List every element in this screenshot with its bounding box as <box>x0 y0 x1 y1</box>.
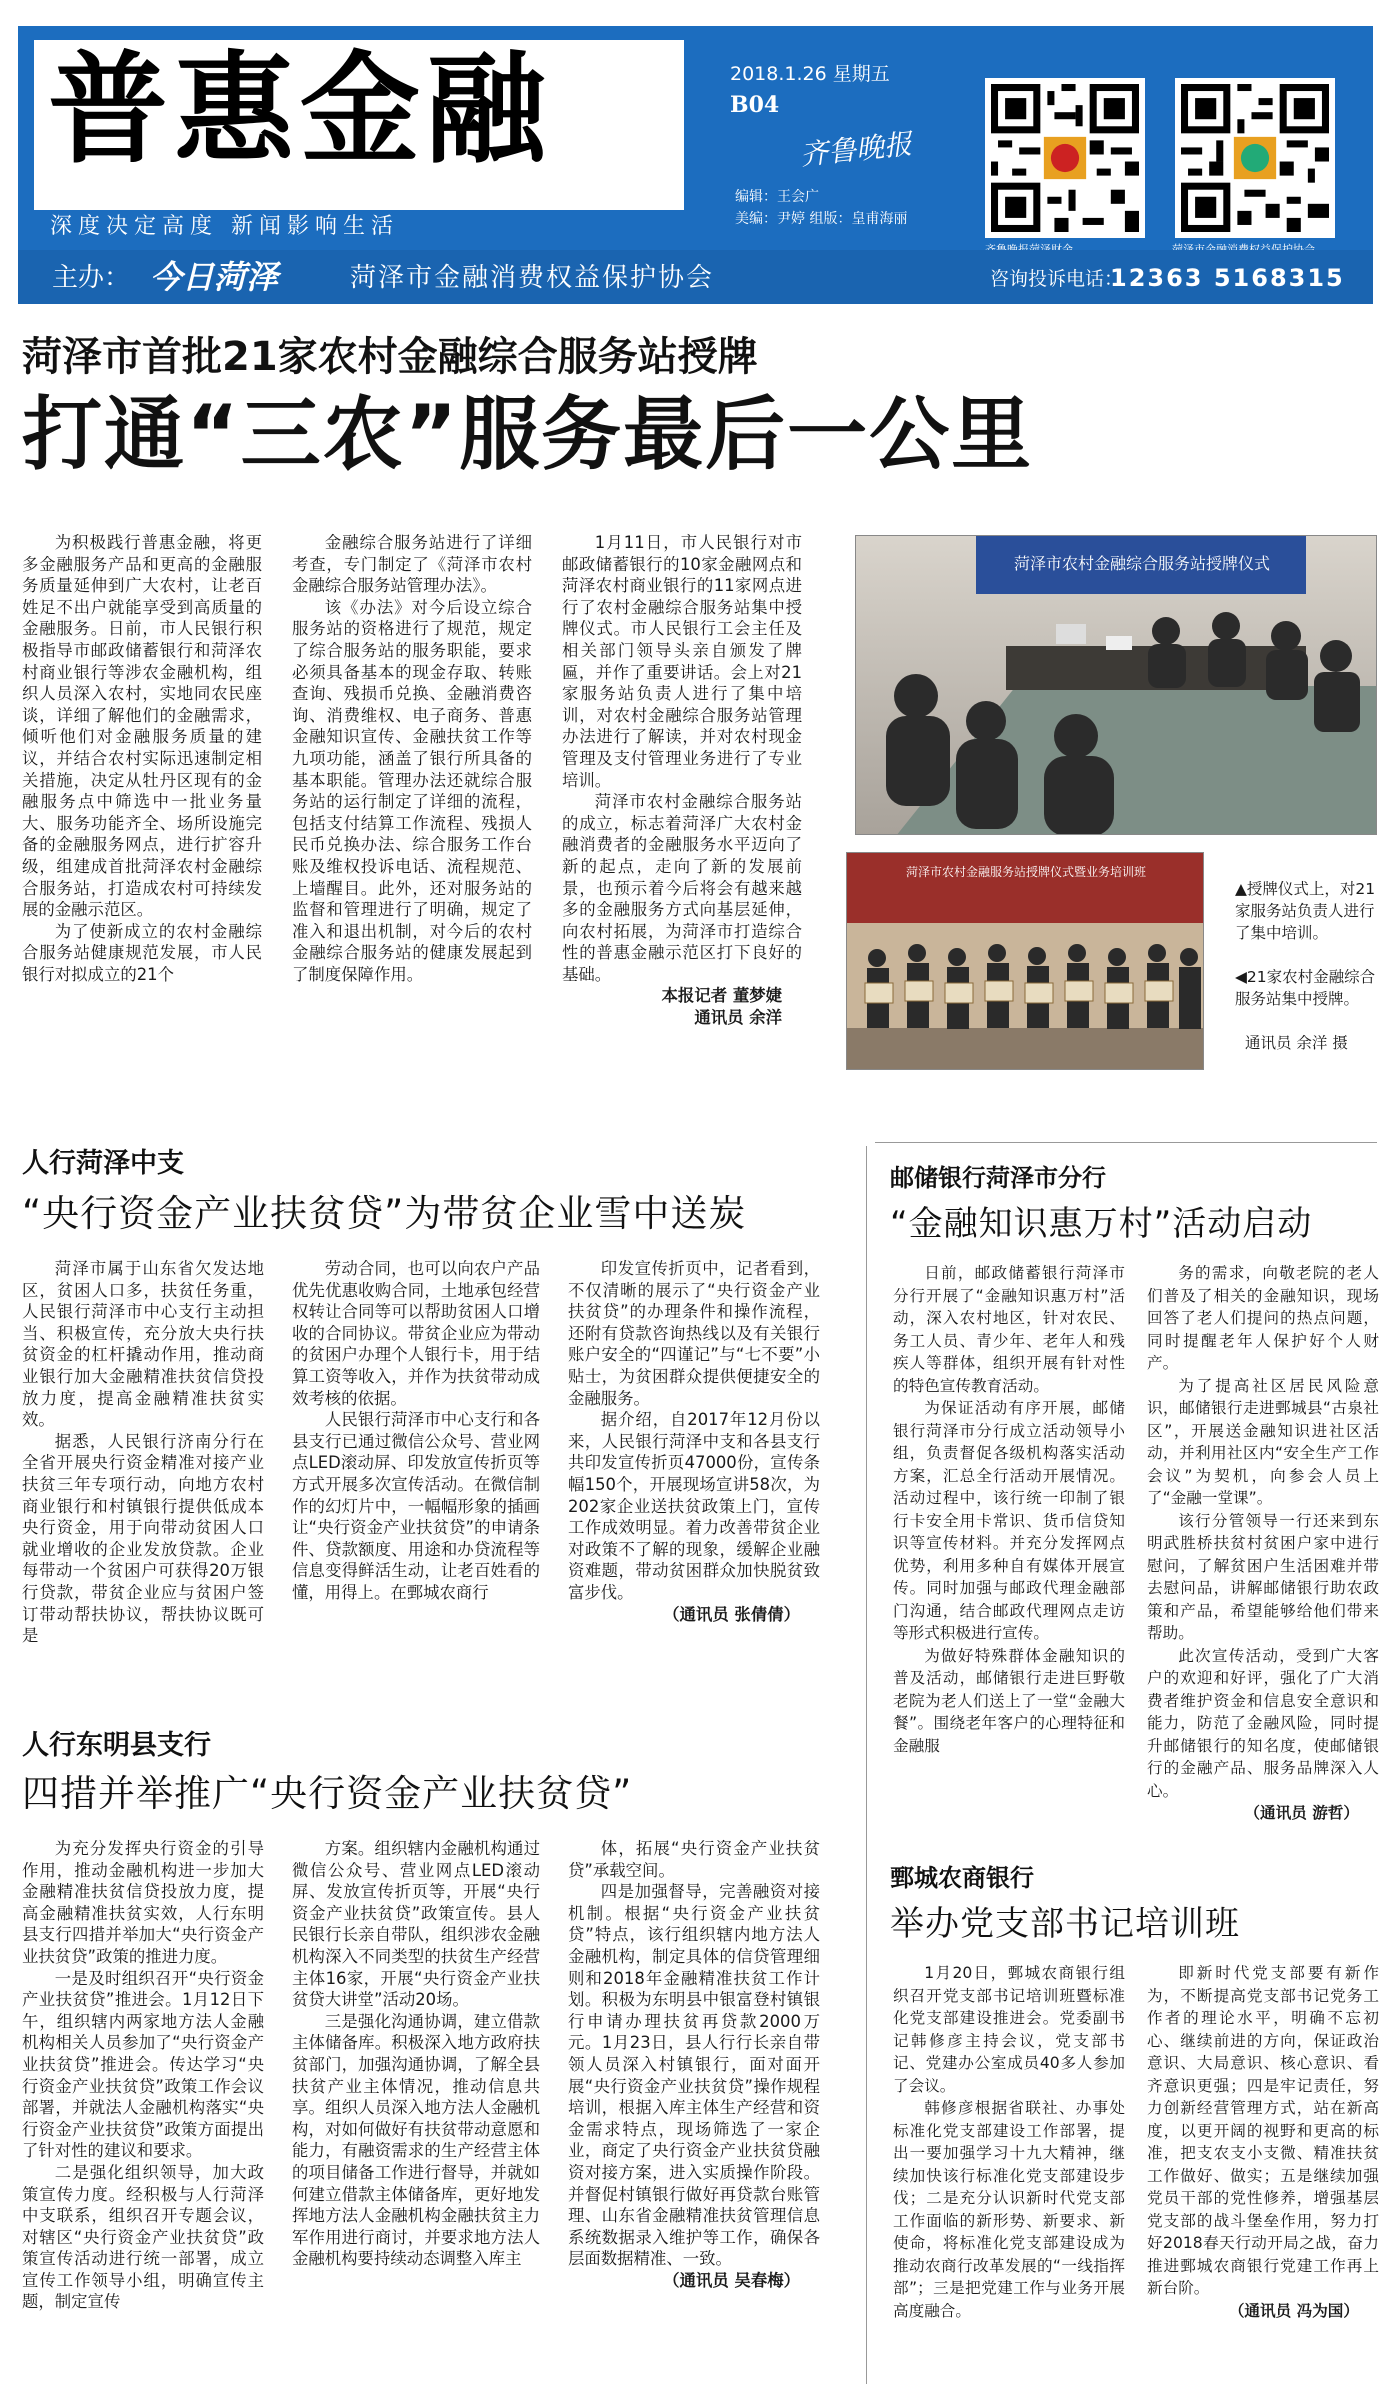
paragraph: 该行分管领导一行还来到东明武胜桥扶贫村贫困户家中进行慰问，了解贫困户生活困难并带去慰问品，讲解邮储银行助农政策和产品，希望能够给他们带来帮助。 <box>1147 1511 1379 1642</box>
article5-column-1 <box>893 1962 1125 2387</box>
paragraph: 人民银行菏泽市中心支行和各县支行已通过微信公众号、营业网点LED滚动屏、印发放宣传折页等方式开展多次宣传活动。在微信制作的幻灯片中，一幅幅形象的插画让“央行资金产业扶贫贷”的申请条件、贷款额度、用途和办贷流程等信息变得鲜活生动，让老百姓看的懂，用得上。在鄄城农商行 <box>292 1410 540 1602</box>
lead-column-2 <box>292 532 532 1077</box>
paragraph: 1月20日，鄄城农商银行组织召开党支部书记培训班暨标准化党支部建设推进会。党委副书记韩修彦主持会议，党支部书记、党建办公室成员40多人参加了会议。 <box>893 1964 1125 2095</box>
byline: 通讯员 余洋 <box>694 1008 782 1028</box>
paragraph: 体，拓展“央行资金产业扶贫贷”承载空间。 <box>568 1839 820 1880</box>
article3-column-2 <box>292 1838 540 2388</box>
paragraph: 一是及时组织召开“央行资金产业扶贫贷”推进会。1月12日下午，组织辖内两家地方法人金融机构相关人员参加了“央行资金产业扶贫贷”推进会。传达学习“央行资金产业扶贫贷”政策工作会议部署，并就法人金融机构落实“央行资金产业扶贫贷”政策方面提出了针对性的建议和要求。 <box>22 1968 264 2161</box>
lead-kicker: 菏泽市首批21家农村金融综合服务站授牌 <box>22 334 758 380</box>
photo-caption-2: ◀21家农村金融综合服务站集中授牌。 <box>1235 968 1376 1008</box>
paragraph: 1月11日，市人民银行对市邮政储蓄银行的10家金融网点和菏泽农村商业银行的11家网点进行了农村金融综合服务站集中授牌仪式。市人民银行工会主任及相关部门领导头亲自颁发了牌匾，并作了重要讲话。会上对21家服务站负责人进行了集中培训，对农村金融综合服务站管理办法进行了解读，并对农村现金管理及支付管理业务进行了专业培训。 <box>562 533 802 790</box>
article5-headline: 举办党支部书记培训班 <box>890 1904 1240 1944</box>
byline: （通讯员 游哲） <box>1244 1804 1359 1822</box>
lead-column-3 <box>562 532 802 1077</box>
article2-column-3 <box>568 1258 820 1690</box>
paper-logo: 齐鲁晚报 <box>798 127 914 172</box>
article4-headline: “金融知识惠万村”活动启动 <box>890 1204 1313 1244</box>
paragraph: 菏泽市属于山东省欠发达地区，贫困人口多，扶贫任务重，人民银行菏泽市中心支行主动担当、积极宣传，充分放大央行扶贫资金的杠杆撬动作用，推动商业银行加大金融精准扶贫信贷投放力度，提高金融精准扶贫实效。 <box>22 1259 264 1430</box>
column-divider <box>866 1146 867 2384</box>
paragraph: 为充分发挥央行资金的引导作用，推动金融机构进一步加大金融精准扶贫信贷投放力度，提高金融精准扶贫实效，人行东明县支行四措并举加大“央行资金产业扶贫贷”政策的推进力度。 <box>22 1839 264 1966</box>
article2-column-2 <box>292 1258 540 1690</box>
article5-kicker: 鄄城农商银行 <box>890 1864 1034 1892</box>
paragraph: 方案。组织辖内金融机构通过微信公众号、营业网点LED滚动屏、发放宣传折页等，开展“央行资金产业扶贫贷”政策宣传。县人民银行长亲自带队，组织涉农金融机构深入不同类型的扶贫生产经营主体16家，开展“央行资金产业扶贫贷大讲堂”活动20场。 <box>292 1839 540 2010</box>
masthead-title: 普惠金融 <box>48 41 552 180</box>
photo-banner: 菏泽市农村金融服务站授牌仪式暨业务培训班 <box>905 865 1146 879</box>
section-divider <box>875 1142 1377 1143</box>
article2-column-1 <box>22 1258 264 1690</box>
host-label: 主办： <box>52 263 131 293</box>
byline: （通讯员 张倩倩） <box>663 1604 800 1624</box>
paragraph: 据介绍，自2017年12月份以来，人民银行菏泽中支和各县支行共印发宣传折页47000份，宣传条幅150个，开展现场宣讲58次，为202家企业送扶贫政策上门，宣传工作成效明显。着力改善带贫企业对政策不了解的现象，缓解企业融资难题，带动贫困群众加快脱贫致富步伐。 <box>568 1410 820 1602</box>
article4-kicker: 邮储银行菏泽市分行 <box>890 1164 1106 1192</box>
paragraph: 劳动合同，也可以向农户产品优先优惠收购合同，土地承包经营权转让合同等可以帮助贫困人口增收的合同协议。带贫企业应为带动的贫困户办理个人银行卡，用于结算工资等收入，并作为扶贫带动成效考核的依据。 <box>292 1259 540 1408</box>
designer-line: 美编：尹婷 组版：皇甫海丽 <box>735 211 908 227</box>
photo-banner: 菏泽市农村金融综合服务站授牌仪式 <box>1013 554 1270 573</box>
paragraph: 印发宣传折页中，记者看到，不仅清晰的展示了“央行资金产业扶贫贷”的办理条件和操作流程，还附有贷款咨询热线以及有关银行账户安全的“四谨记”与“七不要”小贴士，为贫困群众提供便捷安全的金融服务。 <box>568 1259 820 1408</box>
hotline-number: 12363 5168315 <box>1110 264 1345 292</box>
article5-column-2 <box>1147 1962 1379 2387</box>
paragraph: 韩修彦根据省联社、办事处标准化党支部建设工作部署，提出一要加强学习十九大精神，继续加快该行标准化党支部建设步伐；二是充分认识新时代党支部工作面临的新形势、新要求、新使命，将标准化党支部建设成为推动农商行改革发展的“一线指挥部”；三是把党建工作与业务开展高度融合。 <box>893 2099 1125 2320</box>
qr-code-icon <box>985 78 1145 238</box>
editor-credits <box>735 186 907 230</box>
byline: 本报记者 董梦婕 <box>661 986 782 1006</box>
paragraph: 为做好特殊群体金融知识的普及活动，邮储银行走进巨野敬老院为老人们送上了一堂“金融大餐”。围绕老年客户的心理特征和金融服 <box>893 1646 1125 1755</box>
byline: （通讯员 冯为国） <box>1228 2301 1359 2320</box>
lead-headline: 打通“三农”服务最后一公里 <box>22 388 1034 481</box>
paragraph: 金融综合服务站进行了详细考查，专门制定了《菏泽市农村金融综合服务站管理办法》。 <box>292 533 532 596</box>
article2-kicker: 人行菏泽中支 <box>22 1148 184 1179</box>
article3-column-3 <box>568 1838 820 2388</box>
article4-column-2 <box>1147 1262 1379 1822</box>
paragraph: 据悉，人民银行济南分行在全省开展央行资金精准对接产业扶贫三年专项行动，向地方农村商业银行和村镇银行提供低成本央行资金，用于向带动贫困人口就业增收的企业发放贷款。企业每带动一个贫困户可获得20万银行贷款，带贫企业应与贫困户签订带动帮扶协议，帮扶协议既可是 <box>22 1431 264 1646</box>
masthead-slogan: 深度决定高度 新闻影响生活 <box>50 214 399 239</box>
photo-award-ceremony <box>846 852 1204 1070</box>
photo-training-session <box>855 535 1377 835</box>
article3-column-1 <box>22 1838 264 2388</box>
page-number: B04 <box>730 92 780 118</box>
organizer-name: 菏泽市金融消费权益保护协会 <box>350 263 715 293</box>
paragraph: 菏泽市农村金融综合服务站的成立，标志着菏泽广大农村金融消费者的金融服务水平迈向了新的起点，走向了新的发展前景，也预示着今后将会有越来越多的金融服务方式向基层延伸，向农村拓展，为菏泽市打造综合性的普惠金融示范区打下良好的基础。 <box>562 792 802 984</box>
paragraph: 二是强化组织领导，加大政策宣传力度。经积极与人行菏泽中支联系，组织召开专题会议，对辖区“央行资金产业扶贫贷”政策宣传活动进行统一部署，成立宣传工作领导小组，明确宣传主题，制定宣传 <box>22 2162 264 2312</box>
qr-code-icon <box>1175 78 1335 238</box>
paragraph: 为积极践行普惠金融，将更多金融服务产品和更高的金融服务质量延伸到广大农村，让老百姓足不出户就能享受到高质量的金融服务。日前，市人民银行积极指导市邮政储蓄银行和菏泽农村商业银行等涉农金融机构，组织人员深入农村，实地同农民座谈，详细了解他们的金融需求，倾听他们对金融服务质量的建议，并结合农村实际迅速制定相关措施，决定从牡丹区现有的金融服务点中筛选中一批业务量大、服务功能齐全、场所设施完备的金融服务网点，进行扩容升级，组建成首批菏泽农村金融综合服务站，打造成农村可持续发展的金融示范区。 <box>22 533 262 920</box>
issue-date: 2018.1.26 星期五 <box>730 63 890 85</box>
article3-kicker: 人行东明县支行 <box>22 1730 211 1761</box>
paragraph: 务的需求，向敬老院的老人们普及了相关的金融知识，现场回答了老人们提问的热点问题，同时提醒老年人保护好个人财产。 <box>1147 1264 1379 1372</box>
byline: （通讯员 吴春梅） <box>663 2270 800 2290</box>
article2-headline: “央行资金产业扶贫贷”为带贫企业雪中送炭 <box>22 1192 747 1235</box>
paragraph: 即新时代党支部要有新作为，不断提高党支部书记党务工作者的理论水平，明确不忘初心、继续前进的方向，保证政治意识、大局意识、核心意识、看齐意识更强；四是牢记责任，努力创新经营管理方式，站在新高度，以更开阔的视野和更高的标准，把支农支小支微、精准扶贫工作做好、做实；五是继续加强党员干部的党性修养，增强基层党支部的战斗堡垒作用，努力打好2018春天行动开局之战，奋力推进鄄城农商银行党建工作再上新台阶。 <box>1147 1964 1379 2297</box>
paragraph: 该《办法》对今后设立综合服务站的资格进行了规范，规定了综合服务站的服务职能，要求必须具备基本的现金存取、转账查询、残损币兑换、金融消费咨询、消费维权、电子商务、普惠金融知识宣传、金融扶贫工作等九项功能，涵盖了银行所具备的基本职能。管理办法还就综合服务站的运行制定了详细的流程，包括支付结算工作流程、残损人民币兑换办法、综合服务工作台账及维权投诉电话、流程规范、上墙醒目。此外，还对服务站的监督和管理进行了明确，规定了准入和退出机制，对今后的农村金融综合服务站的健康发展起到了制度保障作用。 <box>292 597 532 984</box>
paragraph: 为保证活动有序开展，邮储银行菏泽市分行成立活动领导小组，负责督促各级机构落实活动方案，汇总全行活动开展情况。活动过程中，该行统一印制了银行卡安全用卡常识、货币信贷知识等宣传材料。并充分发挥网点优势，利用多种自有媒体开展宣传。同时加强与邮政代理金融部门沟通，结合邮政代理网点走访等形式积极进行宣传。 <box>893 1399 1125 1642</box>
editor-line: 编辑：王会广 <box>735 189 819 205</box>
photo-caption-1: ▲授牌仪式上，对21家服务站负责人进行了集中培训。 <box>1235 880 1376 942</box>
article3-headline: 四措并举推广“央行资金产业扶贫贷” <box>22 1772 633 1815</box>
paragraph: 为了提高社区居民风险意识，邮储银行走进鄄城县“古泉社区”，开展送金融知识进社区活动，并利用社区内“安全生产工作会议”为契机，向参会人员上了“金融一堂课”。 <box>1147 1376 1379 1507</box>
host-name: 今日菏泽 <box>150 258 279 296</box>
paragraph: 三是强化沟通协调，建立借款主体储备库。积极深入地方政府扶贫部门，加强沟通协调，了解全县扶贫产业主体情况，推动信息共享。组织人员深入地方法人金融机构，对如何做好有扶贫带动意愿和能力，有融资需求的生产经营主体的项目储备工作进行督导，并就如何建立借款主体储备库，更好地发挥地方法人金融机构金融扶贫主力军作用进行商讨，并要求地方法人金融机构要持续动态调整入库主 <box>292 2011 540 2269</box>
hotline-label: 咨询投诉电话： <box>990 268 1124 290</box>
article4-column-1 <box>893 1262 1125 1822</box>
paragraph: 四是加强督导，完善融资对接机制。根据“央行资金产业扶贫贷”特点，该行组织辖内地方法人金融机构，制定具体的信贷管理细则和2018年金融精准扶贫工作计划。积极为东明县中银富登村镇银行申请办理扶贫再贷款2000万元。1月23日，县人行行长亲自带领人员深入村镇银行，面对面开展“央行资金产业扶贫贷”操作规程培训，根据入库主体生产经营和资金需求特点，现场筛选了一家企业，商定了央行资金产业扶贫贷融资对接方案，进入实质操作阶段。并督促村镇银行做好再贷款台账管理、山东省金融精准扶贫管理信息系统数据录入维护等工作，确保各层面数据精准、一致。 <box>568 1882 820 2269</box>
paragraph: 此次宣传活动，受到广大客户的欢迎和好评，强化了广大消费者维护资金和信息安全意识和能力，防范了金融风险，同时提升邮储银行的知名度，使邮储银行的金融产品、服务品牌深入人心。 <box>1147 1646 1379 1800</box>
paragraph: 为了使新成立的农村金融综合服务站健康规范发展，市人民银行对拟成立的21个 <box>22 921 262 984</box>
photo-credit: 通讯员 余洋 摄 <box>1245 1034 1348 1052</box>
paragraph: 日前，邮政储蓄银行菏泽市分行开展了“金融知识惠万村”活动，深入农村地区，针对农民、务工人员、青少年、老年人和残疾人等群体，组织开展有针对性的特色宣传教育活动。 <box>893 1264 1125 1395</box>
lead-column-1 <box>22 532 262 1077</box>
